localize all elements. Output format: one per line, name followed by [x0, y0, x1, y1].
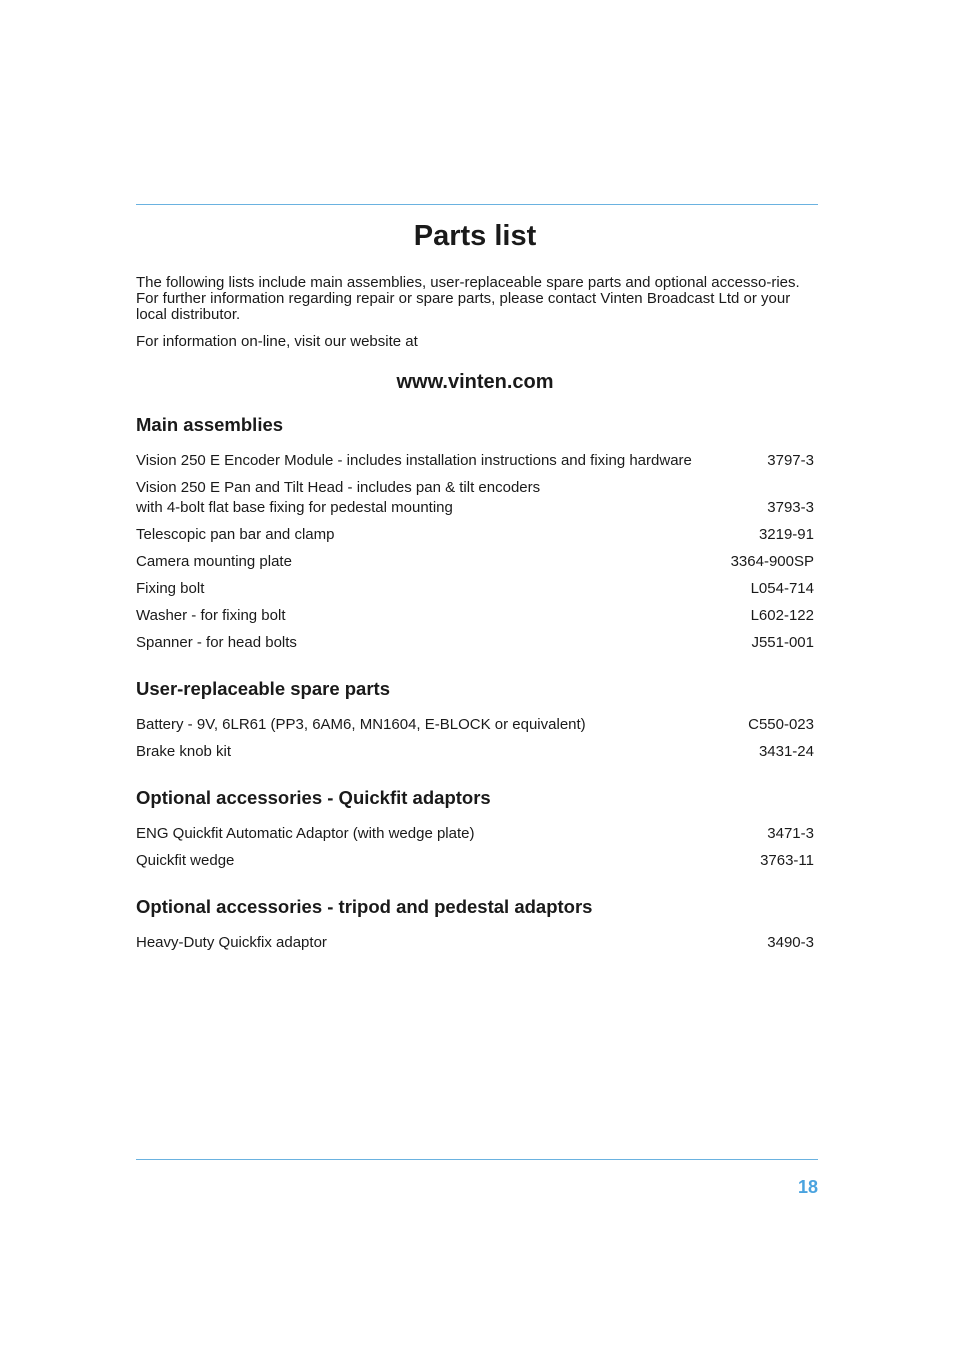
- part-row: [136, 451, 814, 471]
- part-description: Spanner - for head bolts: [136, 634, 297, 651]
- part-row: [136, 478, 814, 518]
- part-number: 3797-3: [767, 452, 814, 469]
- part-number: 3364-900SP: [730, 553, 814, 570]
- part-number: 3471-3: [767, 825, 814, 842]
- part-description: Fixing bolt: [136, 580, 205, 597]
- part-number: C550-023: [748, 716, 814, 733]
- section-heading: Optional accessories - Quickfit adaptors: [136, 787, 491, 808]
- part-description: Brake knob kit: [136, 743, 232, 760]
- parts-list: [136, 824, 814, 871]
- part-number: L054-714: [750, 580, 814, 597]
- part-description: Vision 250 E Pan and Tilt Head - includes pan & tilt encoders with 4-bolt flat base fixing for pedestal mounting: [136, 479, 541, 516]
- page-title: Parts list: [413, 220, 537, 252]
- section-heading: Optional accessories - tripod and pedestal adaptors: [136, 896, 593, 917]
- part-number: 3431-24: [758, 743, 814, 760]
- part-row: [136, 824, 814, 844]
- part-description: Telescopic pan bar and clamp: [136, 526, 335, 543]
- part-number: 3490-3: [767, 934, 814, 951]
- section-quickfit-adaptors: [136, 786, 814, 871]
- part-row: [136, 633, 814, 653]
- section-tripod-adaptors: [136, 895, 814, 953]
- parts-list: [136, 451, 814, 653]
- part-number: 3219-91: [758, 526, 814, 543]
- part-description: Camera mounting plate: [136, 553, 292, 570]
- section-spare-parts: [136, 677, 814, 762]
- part-description: Quickfit wedge: [136, 852, 235, 869]
- parts-list: [136, 715, 814, 762]
- part-row: [136, 851, 814, 871]
- part-number: J551-001: [751, 634, 814, 651]
- section-main-assemblies: [136, 413, 814, 653]
- parts-list: [136, 933, 814, 953]
- part-description: Washer - for fixing bolt: [136, 607, 286, 624]
- part-description: Heavy-Duty Quickfix adaptor: [136, 934, 327, 951]
- part-row: [136, 933, 814, 953]
- part-number: 3793-3: [767, 499, 814, 516]
- part-description: Battery - 9V, 6LR61 (PP3, 6AM6, MN1604, E-BLOCK or equivalent): [136, 716, 586, 733]
- intro-paragraph: The following lists include main assemblies, user-replaceable spare parts and optional accesso-ries. For further information regarding repair or spare parts, please contact Vinten Broadcast Ltd or your local distributor.: [136, 274, 800, 323]
- part-row: [136, 715, 814, 735]
- part-row: [136, 579, 814, 599]
- top-divider: [136, 204, 818, 205]
- part-row: [136, 525, 814, 545]
- section-heading: Main assemblies: [136, 414, 284, 435]
- online-info-text: For information on-line, visit our website at: [136, 333, 418, 350]
- bottom-divider: [136, 1159, 818, 1160]
- part-description: ENG Quickfit Automatic Adaptor (with wedge plate): [136, 825, 475, 842]
- part-description: Vision 250 E Encoder Module - includes installation instructions and fixing hardware: [136, 452, 692, 469]
- part-row: [136, 552, 814, 572]
- page-content: [136, 218, 814, 953]
- part-number: L602-122: [750, 607, 814, 624]
- part-row: [136, 742, 814, 762]
- part-number: 3763-11: [760, 852, 814, 869]
- website-link[interactable]: www.vinten.com: [396, 371, 554, 393]
- part-row: [136, 606, 814, 626]
- page-number: 18: [797, 1177, 818, 1197]
- section-heading: User-replaceable spare parts: [136, 678, 390, 699]
